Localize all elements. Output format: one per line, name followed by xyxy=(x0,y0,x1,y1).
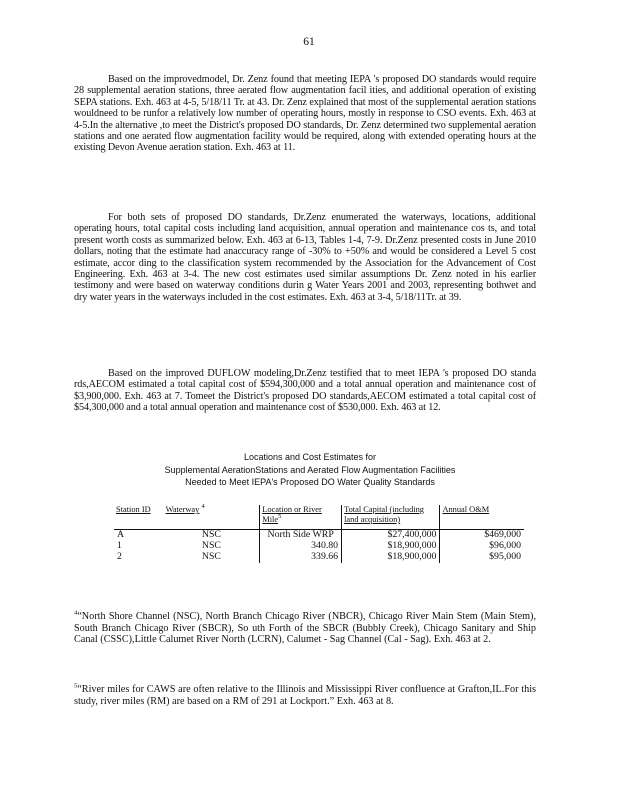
cell-location: North Side WRP xyxy=(260,530,342,542)
cell-om: $96,000 xyxy=(440,541,524,552)
footnote-marker: 4 xyxy=(74,609,78,617)
table-row xyxy=(114,552,524,563)
header-location: Location or River Mile$^5$ xyxy=(260,505,342,530)
cell-capital: $18,900,000 xyxy=(342,552,440,563)
header-waterway: Waterway $^4$ xyxy=(165,503,205,514)
cost-estimate-table xyxy=(114,505,524,563)
cell-station: 1 xyxy=(117,540,122,551)
footnote-ref-5: 5 xyxy=(278,513,282,521)
table-title-line: Needed to Meet IEPA's Proposed DO Water Quality Standards xyxy=(185,477,435,487)
cell-waterway: NSC xyxy=(201,551,221,562)
cell-waterway: NSC xyxy=(201,540,221,551)
table-header-row xyxy=(114,505,524,530)
footnote-4 xyxy=(74,611,536,646)
cell-station: A xyxy=(114,530,164,542)
cell-station: 2 xyxy=(117,551,122,562)
table-title-line: Locations and Cost Estimates for xyxy=(243,452,377,462)
paragraph-1: Based on the improvedmodel, Dr. Zenz found that meeting IEPA 's proposed DO standards would require 28 supplemental aeration stations, three aerated flow augmentation facil ities, and additional operation of existing SEPA stations. Exh. 463 at 4-5, 5/18/11 Tr. at 43. Dr. Zenz explained that most of the supplemental aeration stations wouldneed to be runfor a relatively low number of operating hours, mostly in response to CSO events. Exh. 463 at 4-5.In the alternative ,to meet the District's proposed DO standards, Dr. Zenz determined two supplemental aeration stations and one aerated flow augmentation facility would be required, along with extended operating hours at the existing Devon Avenue aeration station. Exh. 463 at 11. xyxy=(74,74,536,154)
page-number: 61 xyxy=(303,36,315,48)
cell-capital: $18,900,000 xyxy=(342,541,440,552)
cell-location: 340.80 xyxy=(260,541,342,552)
cell-om: $95,000 xyxy=(440,552,524,563)
header-annual-om: Annual O&M xyxy=(440,505,524,530)
cell-capital: $27,400,000 xyxy=(342,530,440,542)
table-title xyxy=(120,451,500,489)
header-total-capital: Total Capital (including land acquisition) xyxy=(342,505,440,530)
footnote-5 xyxy=(74,684,536,707)
footnote-ref-4: 4 xyxy=(201,503,205,511)
header-station-id: Station ID xyxy=(116,505,151,514)
cell-location: 339.66 xyxy=(260,552,342,563)
footnote-marker: 5 xyxy=(74,682,78,690)
cell-om: $469,000 xyxy=(440,530,524,542)
footnote-text: “River miles for CAWS are often relative to the Illinois and Mississippi River confluence at Grafton,IL.For this study, river miles (RM) are based on a RM of 291 at Lockport.” Exh. 463 at 8. xyxy=(74,684,536,707)
paragraph-2: For both sets of proposed DO standards, Dr.Zenz enumerated the waterways, locations, additional operating hours, total capital costs including land acquisition, annual operation and maintenance cos ts, and total present worth costs as summarized below. Exh. 463 at 6-13, Tables 1-4, 7-9. Dr.Zenz presented costs in June 2010 dollars, noting that the estimate had anaccuracy range of -30% to +50% and would be considered a Level 5 cost estimate, accor ding to the classification system recommended by the Association for the Advancement of Cost Engineering. Exh. 463 at 3-4. The new cost estimates used similar assumptions Dr. Zenz noted in his earlier testimony and were based on waterway conditions durin g Water Years 2001 and 2003, representing bothwet and dry water years in the waterways included in the cost estimates. Exh. 463 at 3-4, 5/18/11Tr. at 39. xyxy=(74,212,536,303)
cell-waterway: NSC xyxy=(164,530,260,542)
paragraph-3: Based on the improved DUFLOW modeling,Dr.Zenz testified that to meet IEPA 's proposed DO standa rds,AECOM estimated a total capital cost of $594,300,000 and a total annual operation and maintenance cost of $3,900,000. Exh. 463 at 7. Tomeet the District's proposed DO standards,AECOM estimated a total capital cost of $54,300,000 and a total annual operation and maintenance cost of $530,000. Exh. 463 at 12. xyxy=(74,368,536,414)
table-title-line: Supplemental AerationStations and Aerated Flow Augmentation Facilities xyxy=(164,464,456,475)
footnote-text: “North Shore Channel (NSC), North Branch Chicago River (NBCR), Chicago River Main Stem (Main Stem), South Branch Chicago River (SBCR), So uth Forth of the SBCR (Bubbly Creek), Chicago Sanitary and Ship Canal (CSSC),Little Calumet River North (LCRN), Calumet - Sag Channel (Cal - Sag). Exh. 463 at 2. xyxy=(74,611,536,646)
